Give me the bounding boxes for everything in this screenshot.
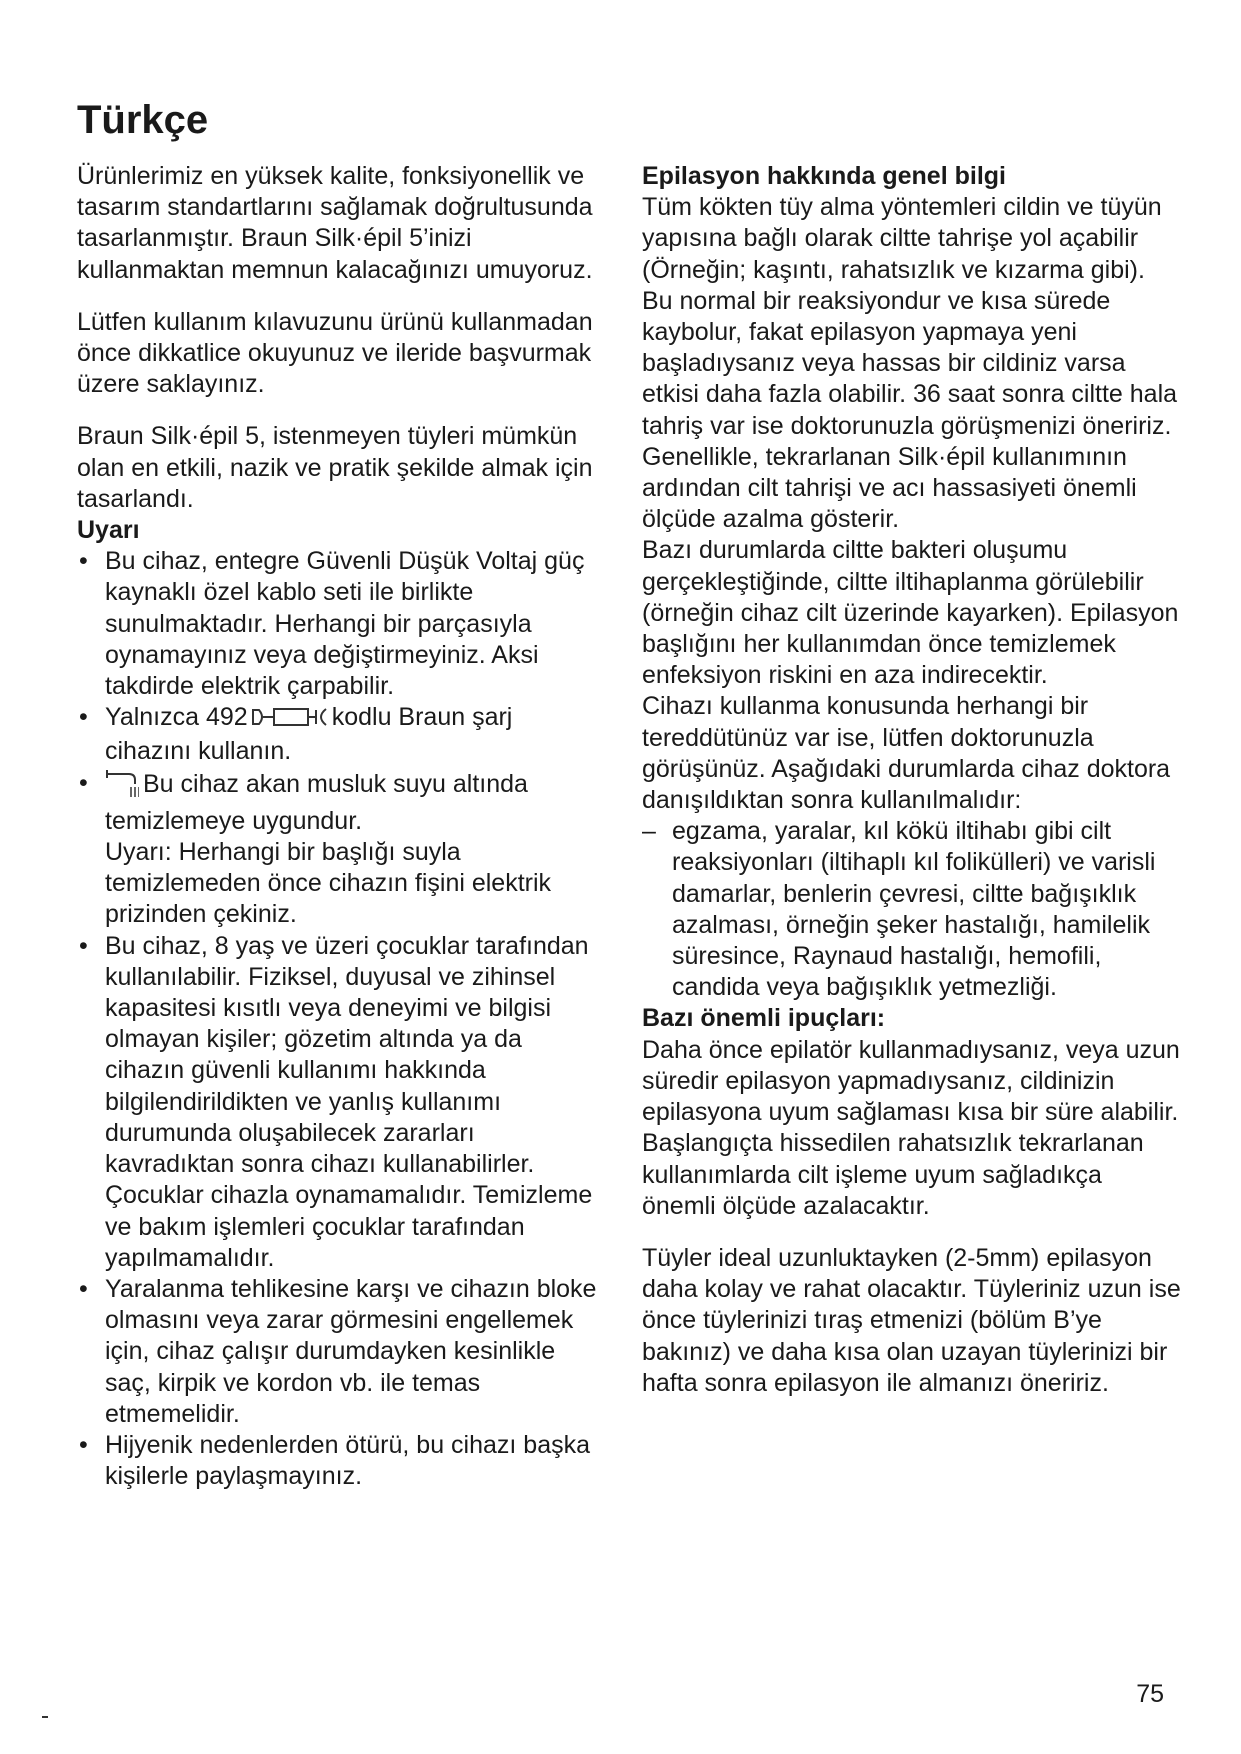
right-column: [642, 161, 1182, 1399]
page-number: 75: [1136, 1680, 1164, 1708]
conditions-list: [642, 816, 1182, 1003]
intro-paragraph-2: Lütfen kullanım kılavuzunu ürünü kullanmadan önce dikkatlice okuyunuz ve ileride başvurmak üzere saklayınız.: [77, 307, 593, 399]
epilation-heading: Epilasyon hakkında genel bilgi: [642, 162, 1006, 190]
intro-paragraph-1: Ürünlerimiz en yüksek kalite, fonksiyonellik ve tasarım standartlarını sağlamak doğrultusunda tasarlanmıştır. Braun Silk·épil 5’inizi kullanmaktan memnun kalacağınızı umuyoruz.: [77, 162, 593, 284]
warning-heading: Uyarı: [77, 516, 140, 545]
intro-paragraph-3: Braun Silk·épil 5, istenmeyen tüyleri mümkün olan en etkili, nazik ve pratik şekilde almak için tasarlandı.: [77, 422, 593, 513]
tips-heading: Bazı önemli ipuçları:: [642, 1004, 886, 1033]
warning-item-2: [77, 702, 597, 767]
warning-item-3: [77, 768, 597, 931]
condition-item: – egzama, yaralar, kıl kökü iltihabı gibi cilt reaksiyonları (iltihaplı kıl folikülleri) ve varisli damarlar, benlerin çevresi, ciltte bağışıklık azalması, örneğin şeker hastalığı, hamilelik süresince, Raynaud hastalığı, hemofili, candida veya bağışıklık yetmezliği.: [642, 816, 1182, 1003]
warning-item-2-after: kodlu Braun şarj cihazını kullanın.: [105, 703, 513, 766]
tips-paragraph-2: Tüyler ideal uzunluktayken (2-5mm) epilasyon daha kolay ve rahat olacaktır. Tüyleriniz uzun ise önce tüylerinizi tıraş etmenizi (bölüm B’ye bakınız) ve daha kısa olan uzayan tüylerinizi bir hafta sonra epilasyon ile almanızı öneririz.: [642, 1243, 1181, 1397]
warning-item-5: • Yaralanma tehlikesine karşı ve cihazın bloke olmasını veya zarar görmesini engellemek için, cihaz çalışır durumdayken kesinlikle saç, kirpik ve kordon vb. ile temas etmemelidir.: [77, 1274, 597, 1430]
warning-item-1: • Bu cihaz, entegre Güvenli Düşük Voltaj güç kaynaklı özel kablo seti ile birlikte sunulmaktadır. Herhangi bir parçasıyla oynamayınız veya değiştirmeyiniz. Aksi takdirde elektrik çarpabilir.: [77, 546, 597, 702]
epilation-paragraph-1: Tüm kökten tüy alma yöntemleri cildin ve tüyün yapısına bağlı olarak ciltte tahrişe yol açabilir (Örneğin; kaşıntı, rahatsızlık ve kızarma gibi). Bu normal bir reaksiyondur ve kısa sürede kaybolur, fakat epilasyon yapmaya yeni başladıysanız veya hassas bir cildiniz varsa etkisi daha fazla olabilir. 36 saat sonra ciltte hala tahriş var ise doktorunuzla görüşmenizi öneririz.: [642, 193, 1178, 440]
warning-item-3-note: Uyarı: Herhangi bir başlığı suyla temizlemeden önce cihazın fişini elektrik prizinden çekiniz.: [105, 838, 552, 929]
epilation-paragraph-4: Cihazı kullanma konusunda herhangi bir tereddütünüz var ise, lütfen doktorunuzla görüşünüz. Aşağıdaki durumlarda cihaz doktora danışıldıktan sonra kullanılmalıdır:: [642, 692, 1171, 815]
warning-item-4: • Bu cihaz, 8 yaş ve üzeri çocuklar tarafından kullanılabilir. Fiziksel, duyusal ve zihinsel kapasitesi kısıtlı veya deneyimi ve bilgisi olmayan kişiler; gözetim altında ya da cihazın güvenli kullanımı hakkında bilgilendirildikten ve yanlış kullanımı durumunda oluşabilecek zararları kavradıktan sonra cihazı kullanabilirler. Çocuklar cihazla oynamamalıdır. Temizleme ve bakım işlemleri çocuklar tarafından yapılmamalıdır.: [77, 931, 597, 1274]
epilation-paragraph-3: Bazı durumlarda ciltte bakteri oluşumu gerçekleştiğinde, ciltte iltihaplanma görülebilir (örneğin cihaz cilt üzerinde kayarken). Epilasyon başlığını her kullanımdan önce temizlemek enfeksiyon riskini en aza indirecektir.: [642, 536, 1179, 690]
warning-item-3-text: Bu cihaz akan musluk suyu altında temizlemeye uygundur.: [105, 769, 528, 835]
running-water-tap-icon: [105, 768, 139, 806]
warning-list: [77, 546, 597, 1492]
warning-item-2-before: Yalnızca 492: [105, 703, 248, 732]
page-title: Türkçe: [77, 98, 209, 142]
edge-mark: [42, 1716, 48, 1718]
tips-paragraph-1: Daha önce epilatör kullanmadıysanız, veya uzun süredir epilasyon yapmadıysanız, cildinizin epilasyona uyum sağlaması kısa bir süre alabilir. Başlangıçta hissedilen rahatsızlık tekrarlanan kullanımlarda cilt işleme uyum sağladıkça önemli ölçüde azalacaktır.: [642, 1035, 1180, 1220]
warning-item-6: • Hijyenik nedenlerden ötürü, bu cihazı başka kişilerle paylaşmayınız.: [77, 1430, 597, 1492]
charger-connector-icon: [250, 705, 330, 736]
epilation-paragraph-2: Genellikle, tekrarlanan Silk·épil kullanımının ardından cilt tahrişi ve acı hassasiyeti önemli ölçüde azalma gösterir.: [642, 442, 1137, 534]
left-column: [77, 161, 597, 1492]
